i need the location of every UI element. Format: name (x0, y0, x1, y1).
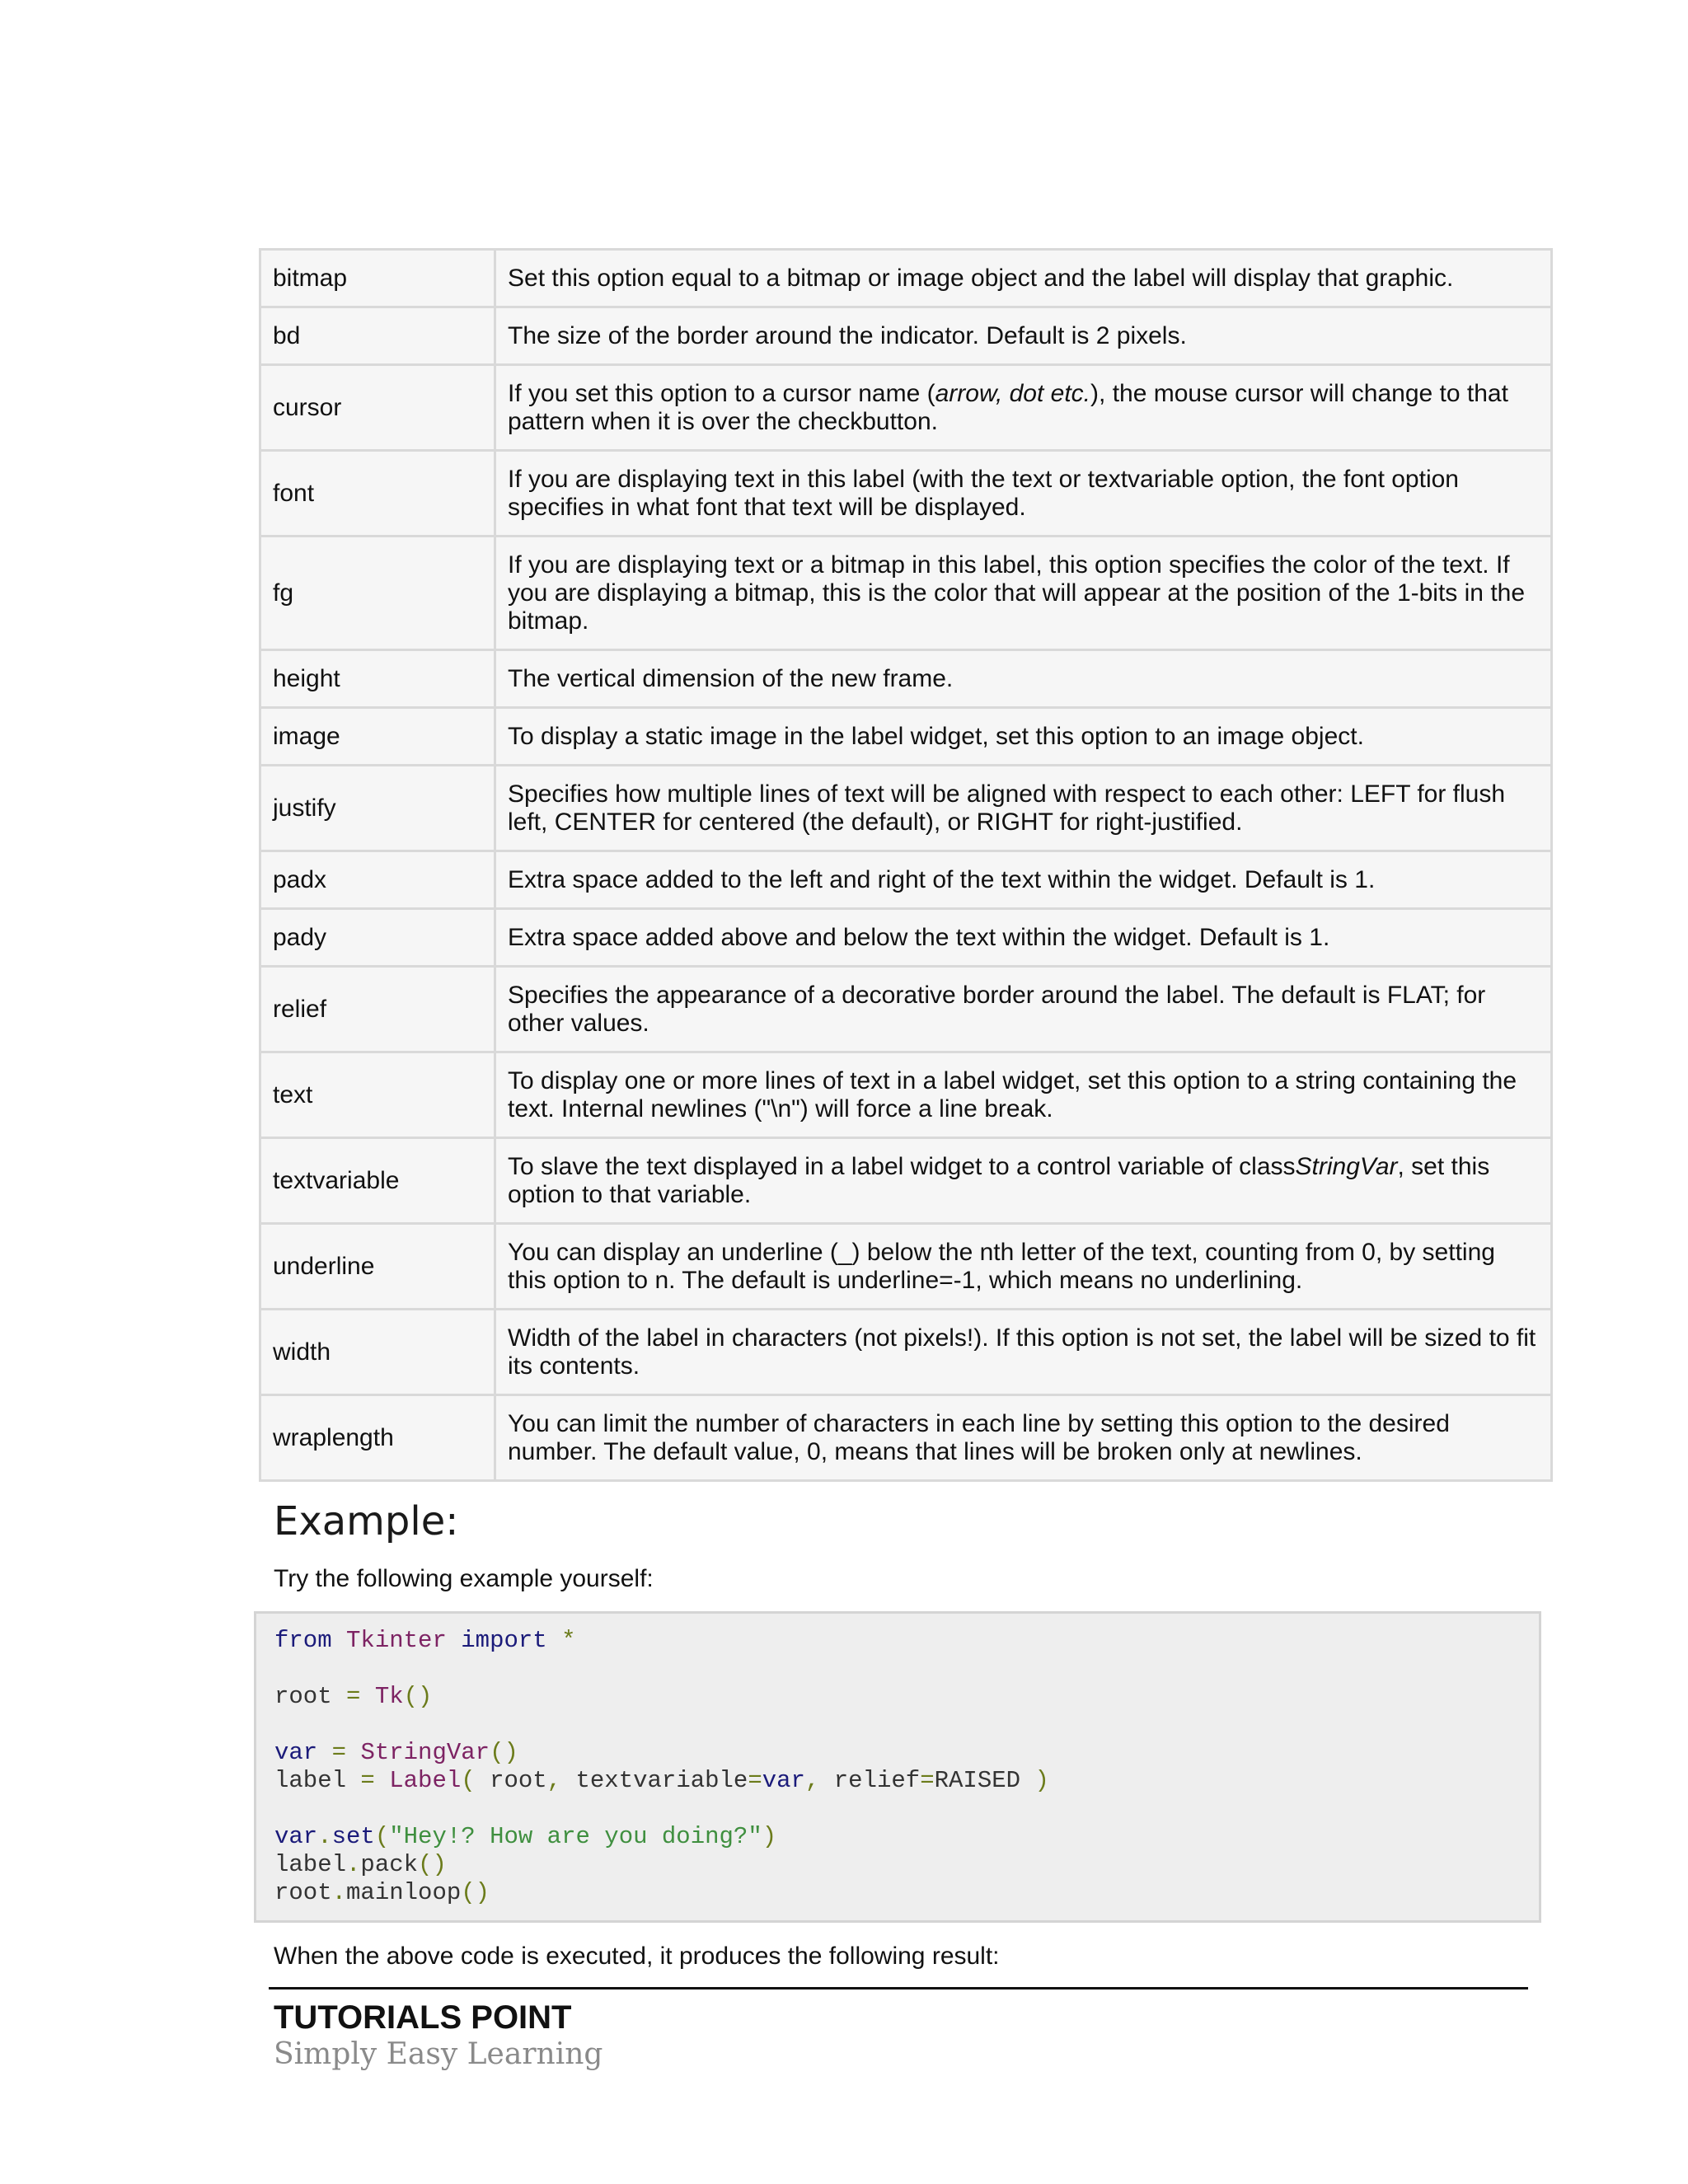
code-token: = (331, 1739, 347, 1766)
description-text: If you set this option to a cursor name ( (508, 379, 935, 407)
code-token: () (490, 1739, 518, 1766)
options-table (259, 248, 1553, 1482)
option-name: fg (260, 537, 495, 650)
code-token: . (317, 1823, 332, 1850)
description-italic: StringVar (1295, 1152, 1398, 1180)
table-row (260, 250, 1552, 307)
result-text: When the above code is executed, it produces the following result: (274, 1943, 1000, 1970)
option-name: justify (260, 766, 495, 851)
option-name: height (260, 650, 495, 708)
code-token: () (461, 1879, 490, 1906)
option-description: If you are displaying text or a bitmap in this label, this option specifies the color of the text. If you are displaying a bitmap, this is the color that will appear at the position of the 1-bits in the bitmap. (495, 537, 1552, 650)
option-name: padx (260, 851, 495, 909)
option-name: bd (260, 307, 495, 365)
code-token: relief (833, 1767, 921, 1794)
option-description: Extra space added above and below the text within the widget. Default is 1. (495, 909, 1552, 967)
code-token: root (274, 1683, 332, 1710)
description-text: ), the mouse cursor will change to that pattern when it is over the checkbutton. (508, 379, 1508, 435)
table-row (260, 1395, 1552, 1481)
option-description: Specifies how multiple lines of text will be aligned with respect to each other: LEFT for flush left, CENTER for centered (the default), or RIGHT for right-justified. (495, 766, 1552, 851)
option-description: You can limit the number of characters in each line by setting this option to the desired number. The default value, 0, means that lines will be broken only at newlines. (495, 1395, 1552, 1481)
option-description (495, 1138, 1552, 1224)
code-token: ( (461, 1767, 476, 1794)
code-token: = (360, 1767, 375, 1794)
code-token: var (762, 1767, 805, 1794)
table-row (260, 851, 1552, 909)
code-token: label (274, 1767, 347, 1794)
option-description: Set this option equal to a bitmap or image object and the label will display that graphic. (495, 250, 1552, 307)
table-row (260, 650, 1552, 708)
option-description: Specifies the appearance of a decorative border around the label. The default is FLAT; for other values. (495, 967, 1552, 1052)
option-name: text (260, 1052, 495, 1138)
option-name: cursor (260, 365, 495, 451)
code-token: . (331, 1879, 347, 1906)
option-name: image (260, 708, 495, 766)
code-token: Label (389, 1767, 462, 1794)
code-token: StringVar (360, 1739, 490, 1766)
code-token: () (418, 1851, 447, 1878)
description-italic: arrow, dot etc. (935, 379, 1091, 407)
code-token: ) (1034, 1767, 1049, 1794)
option-name: underline (260, 1224, 495, 1310)
code-token: = (920, 1767, 935, 1794)
table-row (260, 1224, 1552, 1310)
code-token: = (346, 1683, 361, 1710)
description-text: To slave the text displayed in a label widget to a control variable of class (508, 1152, 1296, 1180)
table-row (260, 1052, 1552, 1138)
code-token: , (546, 1767, 562, 1794)
option-name: relief (260, 967, 495, 1052)
code-token: ) (762, 1823, 777, 1850)
code-token: Tk (374, 1683, 404, 1710)
table-row (260, 307, 1552, 365)
footer-tagline: Simply Easy Learning (274, 2037, 603, 2071)
code-listing (274, 1627, 1539, 1907)
code-token: , (804, 1767, 820, 1794)
table-row (260, 365, 1552, 451)
code-token: * (561, 1627, 576, 1654)
code-token: ( (374, 1823, 390, 1850)
code-token: set (331, 1823, 375, 1850)
table-row (260, 537, 1552, 650)
option-name: wraplength (260, 1395, 495, 1481)
option-name: width (260, 1310, 495, 1395)
option-name: pady (260, 909, 495, 967)
code-token: textvariable (575, 1767, 748, 1794)
option-description: Width of the label in characters (not pixels!). If this option is not set, the label will be sized to fit its contents. (495, 1310, 1552, 1395)
option-description: You can display an underline (_) below the nth letter of the text, counting from 0, by setting this option to n. The default is underline=-1, which means no underlining. (495, 1224, 1552, 1310)
table-row (260, 1310, 1552, 1395)
table-row (260, 708, 1552, 766)
option-description: The size of the border around the indicator. Default is 2 pixels. (495, 307, 1552, 365)
option-description: If you are displaying text in this label (with the text or textvariable option, the font option specifies in what font that text will be displayed. (495, 451, 1552, 537)
option-description (495, 365, 1552, 451)
code-token: var (274, 1739, 318, 1766)
option-description: The vertical dimension of the new frame. (495, 650, 1552, 708)
description-text: , set this option to that variable. (508, 1152, 1490, 1208)
code-block (254, 1611, 1541, 1923)
code-token: label (274, 1851, 347, 1878)
table-row (260, 967, 1552, 1052)
option-description: To display a static image in the label widget, set this option to an image object. (495, 708, 1552, 766)
option-name: bitmap (260, 250, 495, 307)
table-row (260, 909, 1552, 967)
example-intro: Try the following example yourself: (274, 1565, 654, 1592)
code-token: = (748, 1767, 762, 1794)
code-token: root (490, 1767, 547, 1794)
table-row (260, 766, 1552, 851)
code-token: from (274, 1627, 332, 1654)
option-name: textvariable (260, 1138, 495, 1224)
code-token: pack (360, 1851, 419, 1878)
table-row (260, 1138, 1552, 1224)
code-token: import (461, 1627, 547, 1654)
code-token: Tkinter (346, 1627, 447, 1654)
option-description: Extra space added to the left and right of the text within the widget. Default is 1. (495, 851, 1552, 909)
code-token: root (274, 1879, 332, 1906)
option-description: To display one or more lines of text in a label widget, set this option to a string containing the text. Internal newlines ("\n") will force a line break. (495, 1052, 1552, 1138)
code-token: "Hey!? How are you doing?" (389, 1823, 762, 1850)
code-token: () (403, 1683, 433, 1710)
code-token: mainloop (346, 1879, 462, 1906)
option-name: font (260, 451, 495, 537)
example-heading: Example: (274, 1498, 459, 1544)
table-row (260, 451, 1552, 537)
footer-brand: TUTORIALS POINT (274, 1999, 572, 2036)
code-token: RAISED (934, 1767, 1021, 1794)
code-token: . (346, 1851, 361, 1878)
code-token: var (274, 1823, 318, 1850)
footer-divider (269, 1987, 1528, 1990)
